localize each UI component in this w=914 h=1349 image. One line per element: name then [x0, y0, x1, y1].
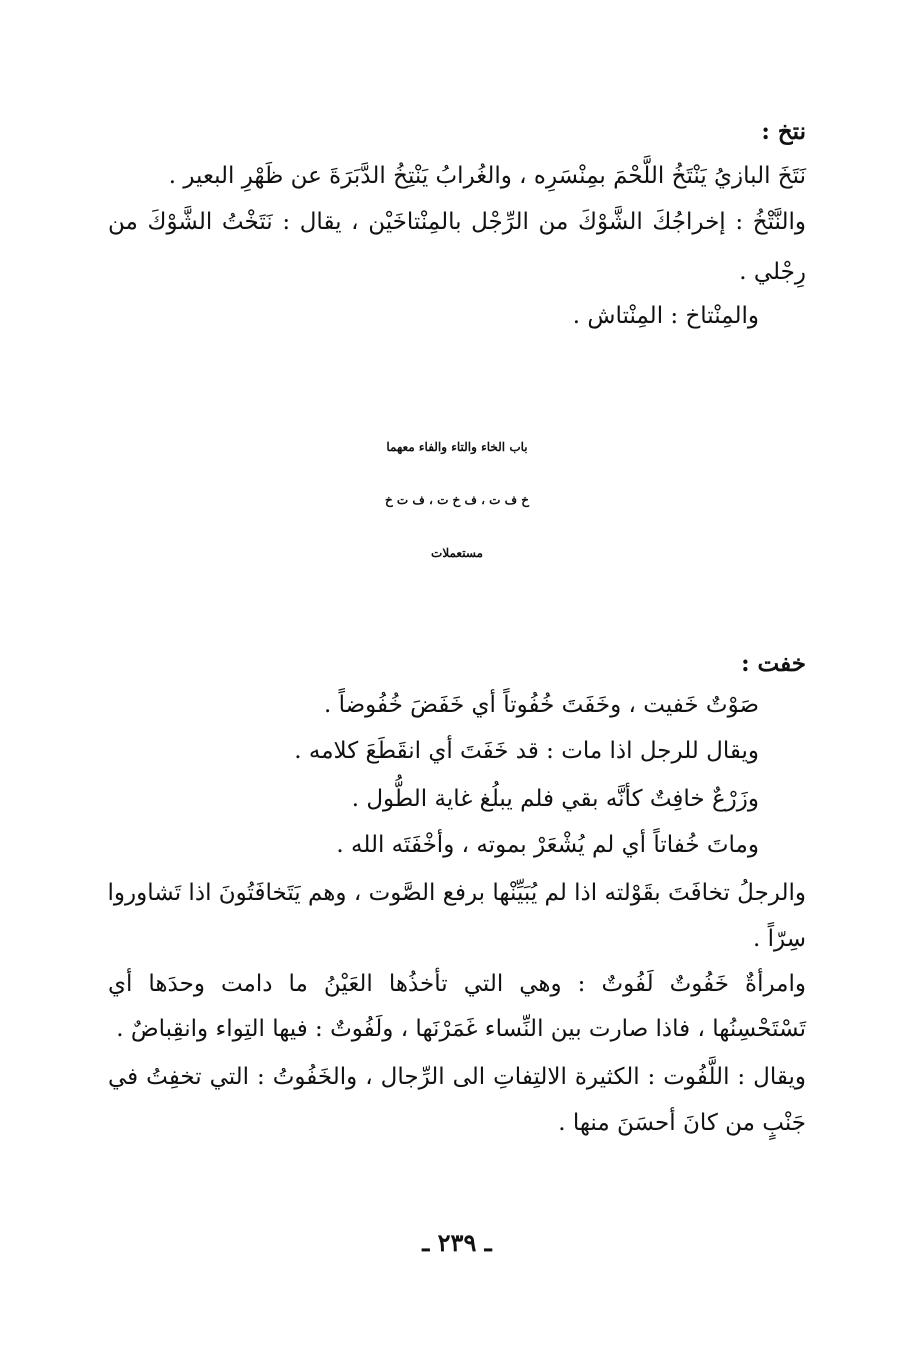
entry-text-line: تَسْتَحْسِنُها ، فاذا صارت بين النِّساء غَمَرْنَها ، ولَفُوتٌ : فيها التِواء وانقِباضٌ . [116, 1016, 806, 1042]
entry-headword: نتخ : [761, 118, 806, 145]
entry-headword: خفت : [741, 650, 806, 677]
section-title: باب الخاء والتاء والفاء معهما [386, 440, 528, 454]
entry-text-line: وامرأةٌ خَفُوتٌ لَفُوتٌ : وهي التي تأخذُها العَيْنُ ما دامت وحدَها أي [108, 971, 806, 997]
section-status: مستعملات [431, 546, 483, 560]
entry-text-line: وزَرْعٌ خافِتٌ كأنَّه بقي فلم يبلُغ غاية الطُّول . [351, 786, 759, 812]
entry-text-line: صَوْتٌ خَفيت ، وخَفَتَ خُفُوتاً أي خَفَضَ خُفُوضاً . [323, 692, 759, 718]
entry-text-line: نَتَخَ البازيُ يَنْتَخُ اللَّحْمَ بمِنْسَرِه ، والغُرابُ يَنْتِخُ الدَّبَرَةَ عن ظَهْرِ البعير . [168, 163, 806, 189]
entry-text-line: والرجلُ تخافَتَ بقَوْلته اذا لم يُبَيِّنْها برفع الصَّوت ، وهم يَتَخافَتُونَ اذا تَشاوروا [107, 880, 806, 906]
entry-text-line: ويقال : اللَّفُوت : الكثيرة الالتِفاتِ الى الرِّجال ، والخَفُوتُ : التي تخفِتُ في [108, 1064, 806, 1090]
section-letters: خ ف ت ، ف خ ت ، ف ت خ [385, 493, 529, 507]
entry-text-line: رِجْلي . [739, 259, 806, 285]
entry-text-line: جَنْبٍ من كانَ أحسَنَ منها . [558, 1110, 806, 1136]
entry-text-line: والمِنْتاخ : المِنْتاش . [572, 303, 759, 329]
entry-text-line: سِرّاً . [753, 926, 806, 952]
entry-text-line: ويقال للرجل اذا مات : قد خَفَتَ أي انقَطَعَ كلامه . [294, 738, 759, 764]
entry-text-line: والنَّتْخُ : إخراجُكَ الشَّوْكَ من الرِّجْل بالمِنْتاخَيْن ، يقال : نَتَخْتُ الشَّوْكَ من [108, 209, 806, 235]
entry-text-line: وماتَ خُفاتاً أي لم يُشْعَرْ بموته ، وأخْفَتَه الله . [336, 832, 759, 858]
page-number: ـ ٢٣٩ ـ [422, 1228, 492, 1257]
